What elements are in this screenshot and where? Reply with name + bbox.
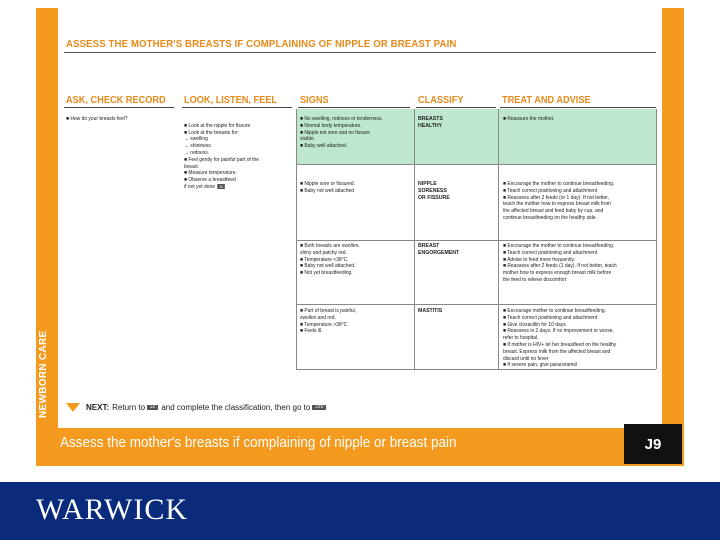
column-divider: [296, 109, 297, 369]
look-cell-text: ■ Look at the nipple for fissure ■ Look at the breasts for: → swelling → shininess → redness. ■ Feel gently for painful part of the breast. ■ Measure temperature. ■ Observe a breastfeed if not yet done: [184, 122, 260, 190]
warwick-logo: WARWICK: [36, 493, 188, 526]
ask-cell: ■ How do your breasts feel?: [66, 116, 128, 122]
row-divider: [296, 304, 656, 305]
reference-badge: J3: [218, 184, 223, 190]
header-rule: [416, 107, 496, 108]
column-header-signs: SIGNS: [300, 95, 329, 106]
side-label: NEWBORN CARE: [38, 330, 49, 418]
bottom-title: Assess the mother's breasts if complaining of nipple or breast pain: [60, 434, 457, 451]
classify-cell-engorgement: BREAST ENGORGEMENT: [418, 243, 460, 256]
page-id-box: J9: [624, 424, 682, 464]
column-header-ask: ASK, CHECK RECORD: [66, 95, 166, 106]
column-header-classify: CLASSIFY: [418, 95, 464, 106]
signs-cell-fissure: ■ Nipple sore or fissured. ■ Baby not well attached: [300, 181, 356, 194]
next-text-a: Return to: [112, 402, 146, 412]
header-rule: [64, 107, 174, 108]
header-rule: [298, 107, 410, 108]
classify-cell-mastitis: MASTITIS: [418, 308, 443, 314]
row-divider: [296, 240, 656, 241]
signs-cell-mastitis: ■ Part of breast is painful, swollen and red. ■ Temperature >38°C ■ Feels ill.: [300, 308, 357, 335]
title-divider: [64, 52, 656, 53]
treat-cell-engorgement: ■ Encourage the mother to continue breastfeeding. ■ Teach correct positioning and attachment ■ Advise to feed more frequently. ■ Reassess after 2 feeds (1 day). If not better, teach mother how to express enough breast milk before the feed to relieve discomfort: [503, 243, 617, 283]
column-header-treat: TREAT AND ADVISE: [502, 95, 591, 106]
next-text-b: and complete the classification, then go to: [161, 402, 311, 412]
next-label: NEXT:: [86, 402, 110, 412]
column-divider: [498, 109, 499, 369]
column-divider: [656, 109, 657, 369]
reference-badge: J2: [147, 405, 158, 410]
header-rule: [500, 107, 656, 108]
treat-cell-fissure: ■ Encourage the mother to continue breastfeeding. ■ Teach correct positioning and attachment ■ Reassess after 2 feeds (or 1 day). If not better, teach the mother how to express breast milk from the affected breast and feed baby by cup, and continue breastfeeding on the healthy side.: [503, 181, 615, 221]
treat-cell-mastitis: ■ Encourage mother to continue breastfeeding. ■ Teach correct positioning and attachment ■ Give cloxacillin for 10 days ■ Reassess in 2 days. If no improvement or worse, refer to hospital. ■ If mother is HIV+ let her breastfeed on the healthy breast. Express milk from the affected breast and discard until no fever ■ If severe pain, give paracetamol: [503, 308, 617, 369]
header-rule: [182, 107, 292, 108]
classify-cell-healthy: BREASTS HEALTHY: [418, 116, 443, 129]
column-divider: [414, 109, 415, 369]
column-header-look: LOOK, LISTEN, FEEL: [184, 95, 278, 106]
arrow-down-icon: [66, 403, 80, 412]
classify-cell-fissure: NIPPLE SORENESS OR FISSURE: [418, 181, 450, 201]
look-cell: [184, 116, 289, 191]
next-instruction: [66, 401, 326, 413]
reference-badge: J10: [312, 405, 326, 410]
row-divider: [296, 164, 656, 165]
document-title: ASSESS THE MOTHER'S BREASTS IF COMPLAINING OF NIPPLE OR BREAST PAIN: [66, 38, 457, 50]
treat-cell-healthy: ■ Reassure the mother.: [503, 116, 555, 122]
signs-cell-engorgement: ■ Both breasts are swollen, shiny and patchy red. ■ Temperature <38°C. ■ Baby not well attached. ■ Not yet breastfeeding.: [300, 243, 360, 277]
signs-cell-healthy: ■ No swelling, redness or tenderness. ■ Normal body temperature. ■ Nipple not sore and no fissure visible. ■ Baby well attached.: [300, 116, 383, 150]
